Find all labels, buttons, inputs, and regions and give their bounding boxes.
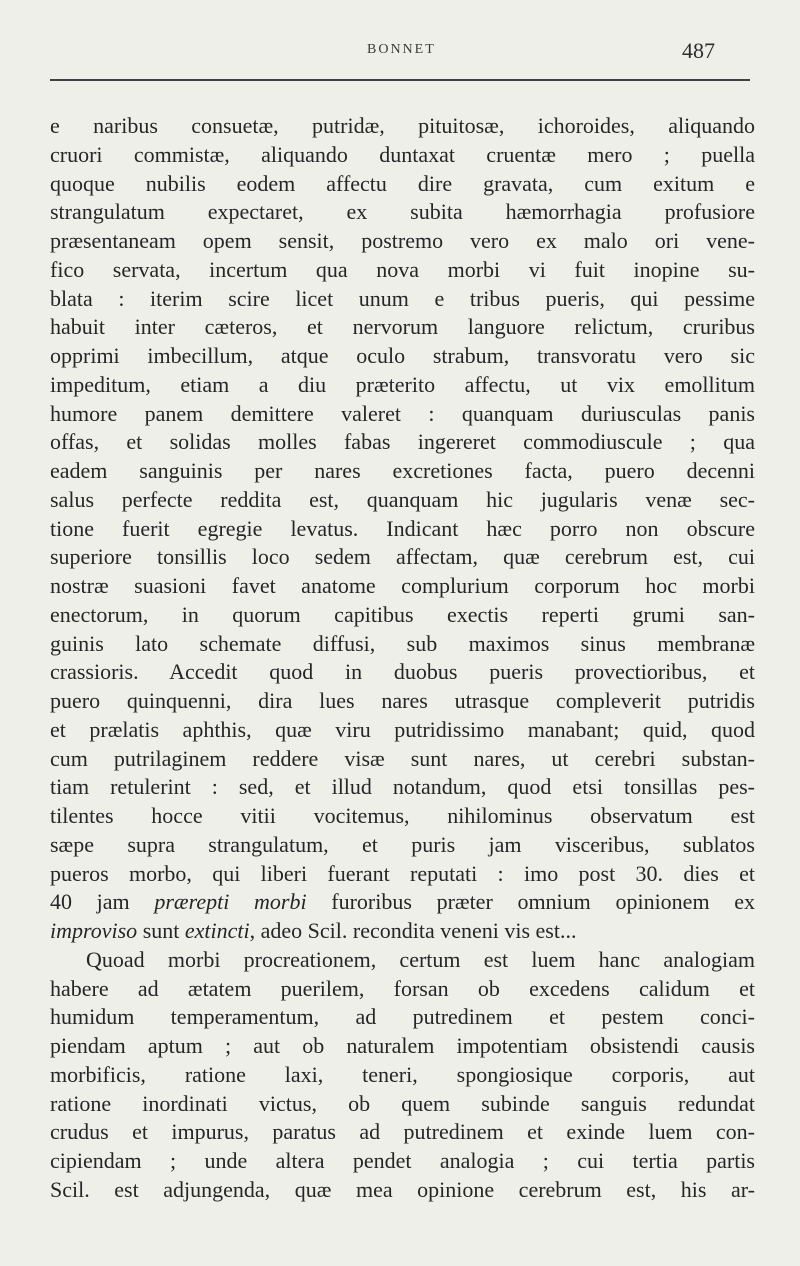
text-segment: blata : iterim scire licet unum e tribus pueris, qui pessime	[50, 285, 755, 311]
text-line	[50, 745, 755, 774]
text-segment: cum putrilaginem reddere visæ sunt nares, ut cerebri substan-	[50, 745, 755, 771]
text-segment: pueros morbo, qui liberi fuerant reputati : imo post 30. dies et	[50, 860, 755, 886]
text-line	[50, 1147, 755, 1176]
text-segment: præsentaneam opem sensit, postremo vero ex malo ori vene-	[50, 228, 755, 253]
text-line	[50, 313, 755, 342]
text-segment: e naribus consuetæ, putridæ, pituitosæ, ichoroides, aliquando	[50, 113, 755, 138]
text-segment: cruori commistæ, aliquando duntaxat cruentæ mero ; puella	[50, 141, 755, 167]
text-line	[50, 687, 755, 716]
text-segment: et prælatis aphthis, quæ viru putridissimo manabant; quid, quod	[50, 716, 755, 742]
text-line	[50, 170, 755, 199]
page-number: 487	[682, 38, 715, 63]
text-segment: tione fuerit egregie levatus. Indicant hæc porro non obscure	[50, 515, 755, 541]
text-segment: impeditum, etiam a diu præterito affectu, ut vix emollitum	[50, 371, 755, 397]
header-rule	[50, 79, 750, 81]
body-text	[50, 112, 755, 1205]
text-segment: strangulatum expectaret, ex subita hæmorrhagia profusiore	[50, 199, 755, 225]
text-segment: Quoad morbi procreationem, certum est luem hanc analogiam	[86, 946, 755, 972]
text-line	[50, 371, 755, 400]
italic-text: extincti	[184, 918, 250, 943]
text-line	[50, 1090, 755, 1119]
text-segment: enectorum, in quorum capitibus exectis reperti grumi san-	[50, 601, 755, 627]
text-line	[50, 802, 755, 831]
italic-text: improviso	[50, 918, 138, 943]
text-segment: quoque nubilis eodem affectu dire gravata, cum exitum e	[50, 170, 755, 196]
text-line	[50, 342, 755, 371]
text-line	[50, 428, 755, 457]
text-segment: habere ad ætatem puerilem, forsan ob excedens calidum et	[50, 975, 755, 1001]
text-segment: tilentes hocce vitii vocitemus, nihilominus observatum est	[50, 803, 755, 828]
text-segment: sæpe supra strangulatum, et puris jam visceribus, sublatos	[50, 831, 755, 857]
text-line	[50, 515, 755, 544]
text-line	[50, 457, 755, 486]
text-segment: habuit inter cæteros, et nervorum languore relictum, cruribus	[50, 314, 755, 340]
text-segment: ratione inordinati victus, ob quem subinde sanguis redundat	[50, 1090, 755, 1116]
text-segment: fico servata, incertum qua nova morbi vi fuit inopine su-	[50, 256, 755, 282]
text-segment: superiore tonsillis loco sedem affectam, quæ cerebrum est, cui	[50, 544, 755, 570]
text-segment: 40 jam	[50, 889, 155, 915]
text-line	[50, 630, 755, 659]
text-line	[50, 773, 755, 802]
text-line	[50, 256, 755, 285]
text-line	[50, 543, 755, 572]
text-line	[50, 1003, 755, 1032]
text-segment: piendam aptum ; aut ob naturalem impotentiam obsistendi causis	[50, 1033, 755, 1058]
text-segment: tiam retulerint : sed, et illud notandum, quod etsi tonsillas pes-	[50, 774, 755, 800]
text-segment: sunt	[137, 918, 185, 943]
text-segment: salus perfecte reddita est, quanquam hic jugularis venæ sec-	[50, 486, 755, 512]
text-segment: morbificis, ratione laxi, teneri, spongiosique corporis, aut	[50, 1061, 755, 1087]
text-line	[50, 975, 755, 1004]
text-segment: humore panem demittere valeret : quanquam duriusculas panis	[50, 400, 755, 426]
text-line	[50, 486, 755, 515]
text-line	[50, 917, 755, 946]
text-line	[50, 227, 755, 256]
text-segment: furoribus præter omnium opinionem ex	[306, 889, 755, 915]
text-segment: puero quinquenni, dira lues nares utrasque compleverit putridis	[50, 688, 755, 713]
running-head	[0, 38, 800, 64]
text-segment: Scil. est adjungenda, quæ mea opinione cerebrum est, his ar-	[50, 1176, 755, 1202]
text-segment: , adeo Scil. recondita veneni vis est...	[249, 918, 577, 943]
text-segment: opprimi imbecillum, atque oculo strabum, transvoratu vero sic	[50, 343, 755, 368]
text-line	[50, 860, 755, 889]
text-line	[50, 1032, 755, 1061]
text-segment: crassioris. Accedit quod in duobus pueris provectioribus, et	[50, 659, 755, 685]
text-line	[50, 888, 755, 917]
text-line	[50, 716, 755, 745]
text-line	[50, 141, 755, 170]
text-line	[50, 285, 755, 314]
text-segment: offas, et solidas molles fabas ingereret commodiuscule ; qua	[50, 429, 755, 455]
text-line	[50, 1176, 755, 1205]
text-segment: guinis lato schemate diffusi, sub maximos sinus membranæ	[50, 630, 755, 656]
text-line	[50, 1118, 755, 1147]
text-line	[50, 658, 755, 687]
text-line	[50, 572, 755, 601]
text-line	[50, 601, 755, 630]
text-line	[50, 946, 755, 975]
italic-text: prærepti morbi	[154, 889, 307, 915]
text-line	[50, 400, 755, 429]
text-segment: crudus et impurus, paratus ad putredinem et exinde luem con-	[50, 1119, 755, 1145]
text-segment: eadem sanguinis per nares excretiones facta, puero decenni	[50, 458, 755, 483]
text-line	[50, 1061, 755, 1090]
running-title: BONNET	[367, 42, 436, 57]
text-segment: nostræ suasioni favet anatome complurium corporum hoc morbi	[50, 573, 755, 598]
text-line	[50, 831, 755, 860]
text-segment: humidum temperamentum, ad putredinem et pestem conci-	[50, 1004, 755, 1030]
text-segment: cipiendam ; unde altera pendet analogia ; cui tertia partis	[50, 1148, 755, 1173]
text-line	[50, 112, 755, 141]
text-line	[50, 198, 755, 227]
